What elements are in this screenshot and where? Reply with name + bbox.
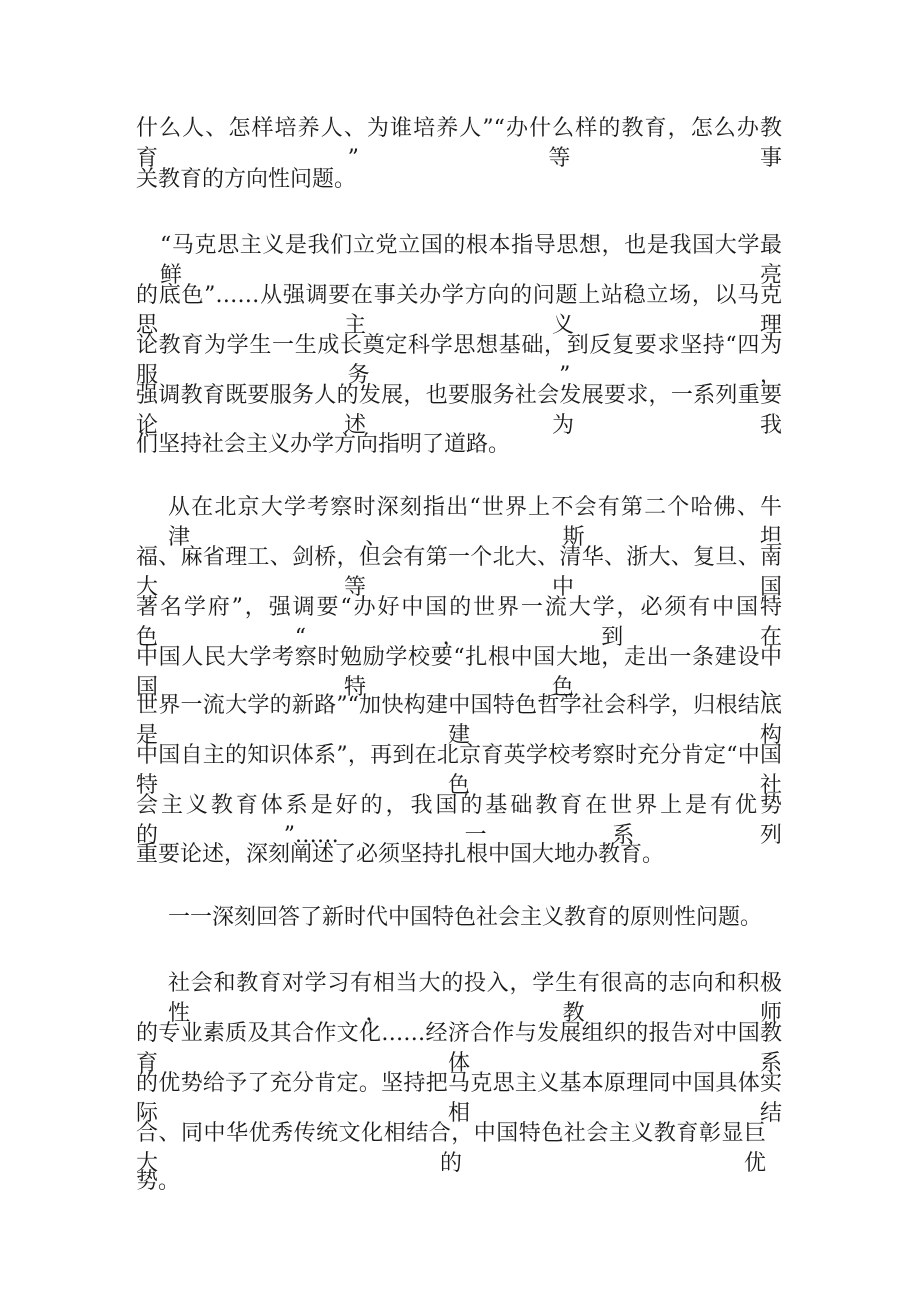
paragraph-2-line-2: 的底色”……从强调要在事关办学方向的问题上站稳立场，以马克思主义理: [136, 283, 782, 338]
paragraph-3-line-2: 福、麻省理工、剑桥，但会有第一个北大、清华、浙大、复旦、南大等中国: [136, 545, 782, 600]
paragraph-5-line-1: 社会和教育对学习有相当大的投入，学生有很高的志向和积极性，教师: [168, 971, 782, 1026]
paragraph-3-line-4: 中国人民大学考察时勉励学校要“扎根中国大地，走出一条建设中国特色、: [136, 645, 782, 700]
paragraph-3-line-1: 从在北京大学考察时深刻指出“世界上不会有第二个哈佛、牛津、斯坦: [168, 495, 782, 550]
paragraph-3-line-7: 会主义教育体系是好的，我国的基础教育在世界上是有优势的”……一系列: [136, 793, 782, 848]
paragraph-5-line-2: 的专业素质及其合作文化……经济合作与发展组织的报告对中国教育体系: [136, 1021, 782, 1076]
paragraph-5-line-4: 合、同中华优秀传统文化相结合，中国特色社会主义教育彰显巨大的优: [136, 1121, 766, 1176]
paragraph-1-line-1: 什么人、怎样培养人、为谁培养人”“办什么样的教育，怎么办教育”等事: [136, 116, 782, 171]
paragraph-3-line-8: 重要论述，深刻阐述了必须坚持扎根中国大地办教育。: [136, 842, 665, 867]
paragraph-2-line-1: “马克思主义是我们立党立国的根本指导思想，也是我国大学最鲜亮: [160, 233, 782, 288]
paragraph-2-line-5: 们坚持社会主义办学方向指明了道路。: [136, 432, 511, 457]
paragraph-2-line-4: 强调教育既要服务人的发展，也要服务社会发展要求，一系列重要论述为我: [136, 383, 782, 438]
paragraph-3-line-6: 中国自主的知识体系”，再到在北京育英学校考察时充分肯定“中国特色社: [136, 743, 782, 798]
paragraph-5-line-3: 的优势给予了充分肯定。坚持把马克思主义基本原理同中国具体实际相结: [136, 1071, 782, 1126]
paragraph-5-line-5: 势。: [136, 1169, 181, 1194]
paragraph-1-line-2: 关教育的方向性问题。: [136, 167, 357, 192]
paragraph-3-line-5: 世界一流大学的新路”“加快构建中国特色哲学社会科学，归根结底是建构: [136, 693, 782, 748]
paragraph-3-line-3: 著名学府”，强调要“办好中国的世界一流大学，必须有中国特色“，到在: [136, 595, 782, 650]
paragraph-4-line-1: 一一深刻回答了新时代中国特色社会主义教育的原则性问题。: [168, 905, 763, 930]
paragraph-2-line-3: 论教育为学生一生成长奠定科学思想基础，到反复要求坚持“四为服务”，: [136, 333, 782, 388]
